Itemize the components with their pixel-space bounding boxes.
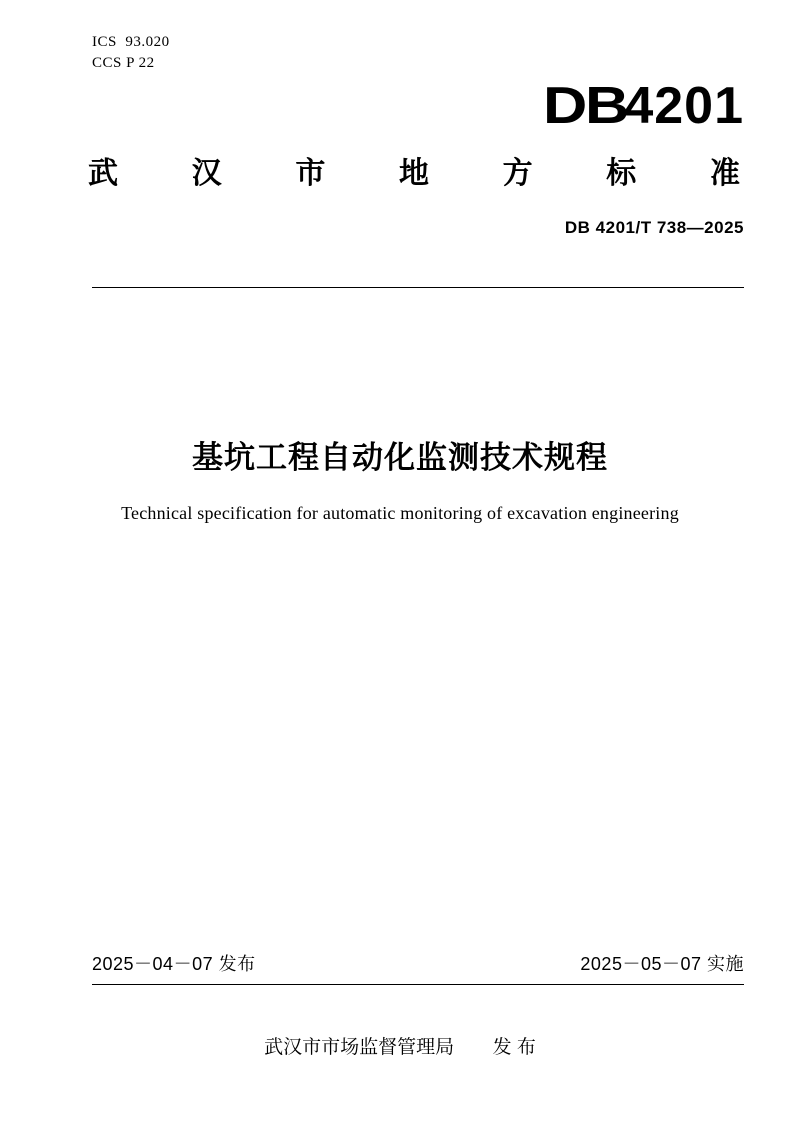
document-title-chinese: 基坑工程自动化监测技术规程 bbox=[192, 440, 608, 475]
org-char: 武 bbox=[88, 157, 118, 190]
issuer-name: 武汉市市场监督管理局 bbox=[264, 1037, 455, 1058]
classification-codes bbox=[92, 32, 170, 74]
ccs-code: CCS P 22 bbox=[92, 55, 155, 71]
db-mark bbox=[543, 76, 744, 136]
org-char: 方 bbox=[502, 157, 533, 190]
issue-date: 2025－04－07 发布 bbox=[92, 954, 256, 974]
date-row bbox=[92, 950, 744, 976]
document-title-english: Technical specification for automatic monitoring of excavation engineering bbox=[121, 503, 679, 523]
ics-code: ICS 93.020 bbox=[92, 34, 170, 50]
org-char: 标 bbox=[606, 157, 637, 190]
org-char: 地 bbox=[398, 157, 429, 190]
footer-divider bbox=[92, 984, 744, 985]
header-divider bbox=[92, 287, 744, 288]
org-char: 市 bbox=[295, 157, 326, 190]
issuer-action: 发 布 bbox=[492, 1037, 536, 1058]
db-prefix: DB bbox=[543, 77, 628, 135]
org-char: 准 bbox=[709, 157, 740, 190]
db-number: 4201 bbox=[624, 77, 744, 135]
issuing-body-title bbox=[88, 148, 740, 192]
org-char: 汉 bbox=[191, 157, 222, 190]
effective-date: 2025－05－07 实施 bbox=[580, 954, 744, 974]
issuer-line bbox=[0, 1032, 800, 1059]
standard-number: DB 4201/T 738—2025 bbox=[564, 218, 744, 237]
